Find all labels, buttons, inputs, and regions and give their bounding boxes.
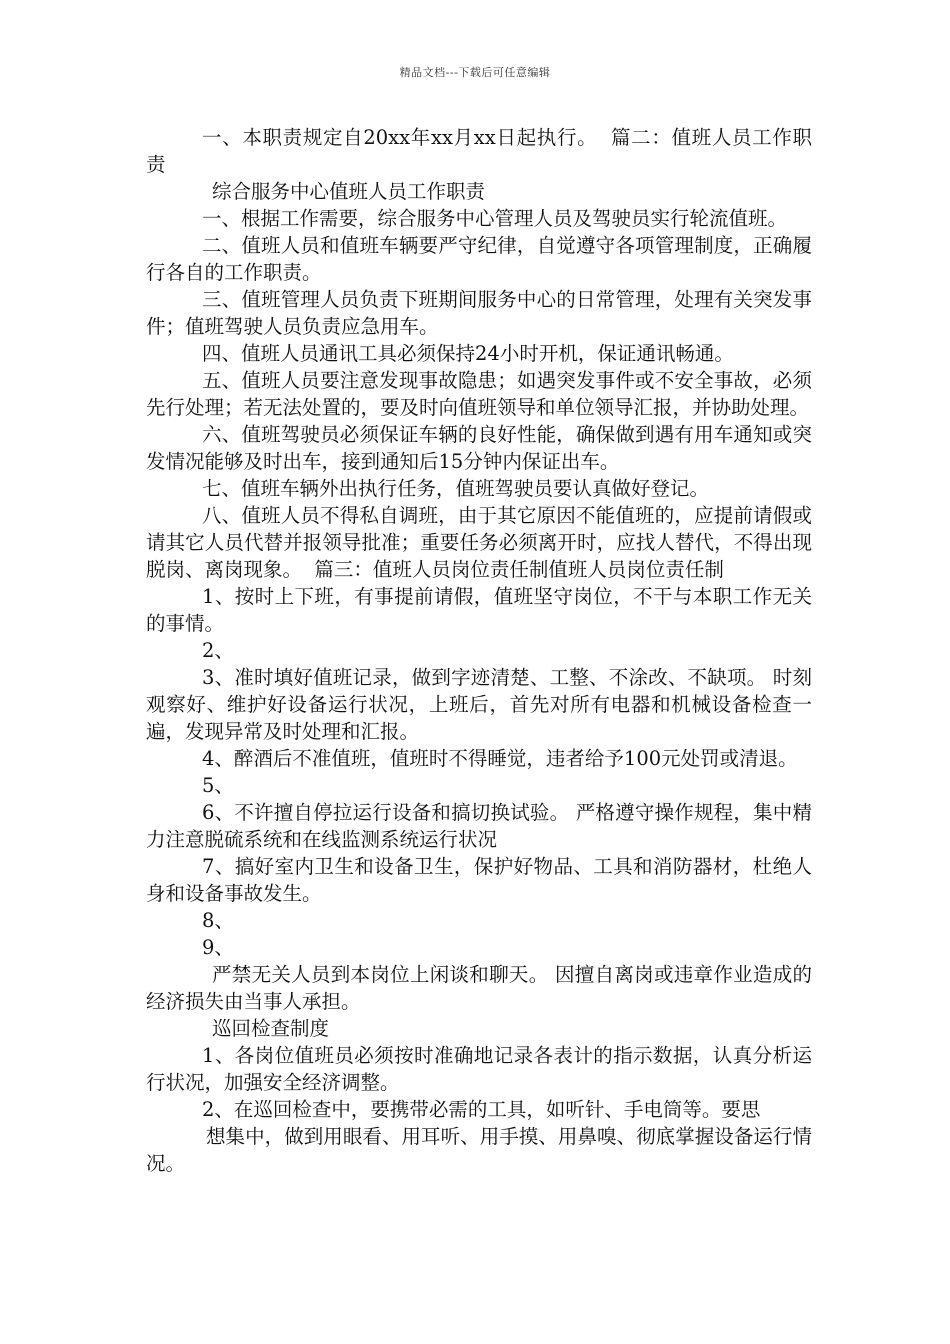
paragraph-item-1: 一、根据工作需要，综合服务中心管理人员及驾驶员实行轮流值班。 <box>202 207 788 230</box>
paragraph-item-4: 四、值班人员通讯工具必须保持24小时开机，保证通讯畅通。 <box>202 342 734 365</box>
section-title-patrol-inspection: 巡回检查制度 <box>212 1017 330 1040</box>
paragraph-effective-date: 一、本职责规定自20xx年xx月xx日起执行。 篇二：值班人员工作职责 <box>146 126 812 176</box>
patrol-item-1: 1、各岗位值班员必须按时准确地记录各表计的指示数据，认真分析运行状况，加强安全经济调整。 <box>146 1044 812 1094</box>
list-item-2: 2、 <box>202 639 234 662</box>
section-title-duty-responsibilities: 综合服务中心值班人员工作职责 <box>212 180 486 203</box>
paragraph-item-3: 三、值班管理人员负责下班期间服务中心的日常管理，处理有关突发事件；值班驾驶人员负责应急用车。 <box>146 288 812 338</box>
list-item-4: 4、醉酒后不准值班，值班时不得睡觉，违者给予100元处罚或清退。 <box>202 747 798 770</box>
page-header: 精品文档---下载后可任意编辑 <box>399 66 551 79</box>
list-item-1: 1、按时上下班，有事提前请假，值班坚守岗位，不干与本职工作无关的事情。 <box>146 585 812 635</box>
paragraph-item-2: 二、值班人员和值班车辆要严守纪律，自觉遵守各项管理制度，正确履行各自的工作职责。 <box>146 234 812 284</box>
list-item-7: 7、搞好室内卫生和设备卫生，保护好物品、工具和消防器材，杜绝人身和设备事故发生。 <box>146 855 812 905</box>
paragraph-item-6: 六、值班驾驶员必须保证车辆的良好性能，确保做到遇有用车通知或突发情况能够及时出车，接到通知后15分钟内保证出车。 <box>146 423 812 473</box>
list-item-3: 3、准时填好值班记录，做到字迹清楚、工整、不涂改、不缺项。 时刻观察好、维护好设备运行状况，上班后，首先对所有电器和机械设备检查一遍，发现异常及时处理和汇报。 <box>146 666 812 743</box>
paragraph-item-5: 五、值班人员要注意发现事故隐患；如遇突发事件或不安全事故，必须先行处理；若无法处置的，要及时向值班领导和单位领导汇报，并协助处理。 <box>146 369 812 419</box>
document-body <box>146 124 812 1177</box>
list-item-9: 9、 <box>202 936 234 959</box>
list-item-5: 5、 <box>202 774 234 797</box>
patrol-item-2-continued: 想集中，做到用眼看、用耳听、用手摸、用鼻嗅、彻底掌握设备运行情况。 <box>146 1125 812 1175</box>
paragraph-item-7: 七、值班车辆外出执行任务，值班驾驶员要认真做好登记。 <box>202 477 710 500</box>
paragraph-prohibition: 严禁无关人员到本岗位上闲谈和聊天。 因擅自离岗或违章作业造成的经济损失由当事人承担。 <box>146 963 812 1013</box>
list-item-6: 6、不许擅自停拉运行设备和搞切换试验。 严格遵守操作规程，集中精力注意脱硫系统和在线监测系统运行状况 <box>146 801 812 851</box>
list-item-8: 8、 <box>202 909 234 932</box>
patrol-item-2: 2、在巡回检查中，要携带必需的工具，如听针、手电筒等。要思 <box>202 1098 761 1121</box>
paragraph-item-8: 八、值班人员不得私自调班，由于其它原因不能值班的，应提前请假或请其它人员代替并报领导批准；重要任务必须离开时，应找人替代，不得出现脱岗、离岗现象。 篇三：值班人员岗位责任制值班人员岗位责任制 <box>146 504 812 581</box>
